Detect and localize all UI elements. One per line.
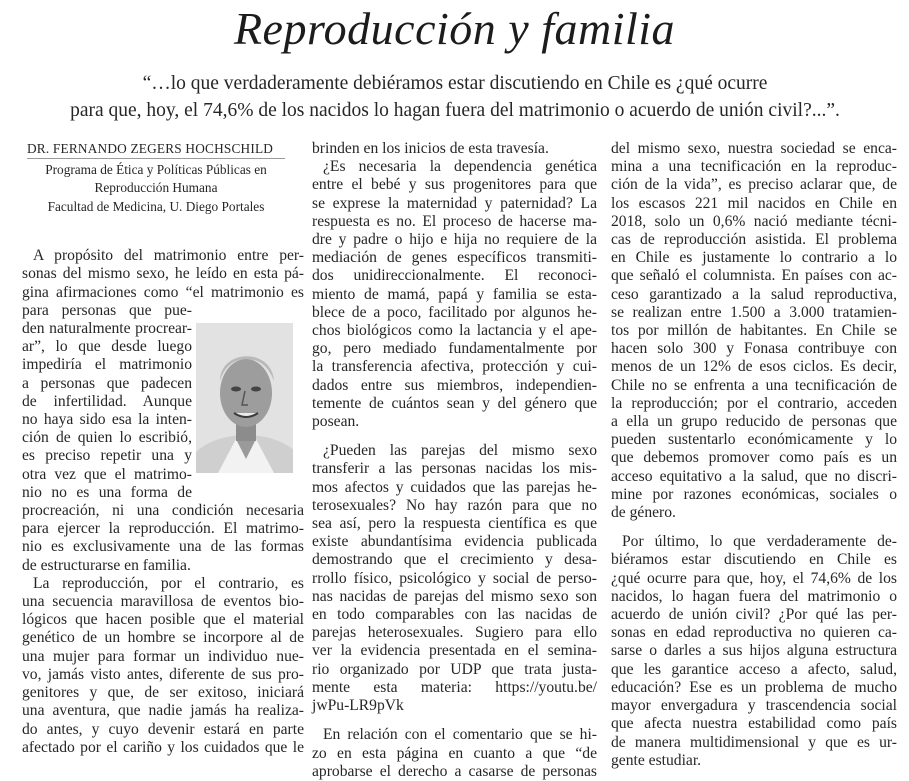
body-line: parejas heterosexuales. Sugiero para ello <box>312 624 597 642</box>
author-affiliation-line: Facultad de Medicina, U. Diego Portales <box>47 198 265 214</box>
body-line: demostrando que el crecimiento y desa- <box>312 551 597 569</box>
body-line: mente esta materia: https://youtu.be/ <box>312 678 597 696</box>
body-line: tos por millón de habitantes. En Chile se <box>611 322 897 340</box>
article-pull-quote <box>22 70 888 124</box>
body-line: es preciso repetir una y <box>22 447 192 465</box>
body-line: que debemos promover como país es un <box>611 449 897 467</box>
body-line: educación? Ese es un problema de mucho <box>611 678 897 696</box>
body-line: 2018, solo un 0,6% nació mediante técni- <box>611 212 897 230</box>
body-line: que les garantice acceso a afecto, salud, <box>611 660 897 678</box>
body-line: que señaló el columnista. En países con ac- <box>611 267 897 285</box>
body-line: en todo comparables con las nacidas de <box>312 606 597 624</box>
author-affiliation-line: Programa de Ética y Políticas Públicas en <box>45 162 267 177</box>
body-line: ción de quien lo escribió, <box>22 429 192 447</box>
body-line: a ella un grupo reducido de personas que <box>611 413 897 431</box>
body-line: blece de a poco, facilitado por algunos he- <box>312 303 597 321</box>
author-portrait-illustration <box>196 323 293 473</box>
body-line: ¿qué ocurre para que, hoy, el 74,6% de los <box>611 569 897 587</box>
body-line: para ejercer la reproducción. El matrimo- <box>22 520 304 538</box>
body-line: nio no es una forma de <box>22 483 192 501</box>
body-line: ¿Es necesaria la dependencia genética <box>323 158 597 176</box>
body-line: Chile no se enfrenta a una tecnificación de <box>611 376 897 394</box>
body-line: hacen solo 300 y Fonasa contribuye con <box>611 340 897 358</box>
body-line: brinden en los inicios de esta travesía. <box>312 140 549 157</box>
body-line: se exprese la maternidad y paternidad? La <box>312 194 597 212</box>
body-line: ción de la vida”, es preciso aclarar que, de <box>611 176 897 194</box>
body-line: nas nacidas de parejas del mismo sexo son <box>312 587 597 605</box>
body-line: nacidos, lo hagan fuera del matrimonio o <box>611 587 897 605</box>
article-column-2 <box>312 140 597 781</box>
body-line: genitores y que, de ser exitoso, iniciará <box>22 684 304 702</box>
author-byline: DR. FERNANDO ZEGERS HOCHSCHILD <box>27 140 285 159</box>
author-affiliation-line: Reproducción Humana <box>94 180 218 196</box>
body-line: dre y padre o hijo e hija no requiere de la <box>312 231 597 249</box>
body-line: miento de mamá, papá y familia se esta- <box>312 285 597 303</box>
body-line: una secuencia maravillosa de eventos bio- <box>22 593 304 611</box>
body-line: zo en esta página en cuanto a que “de <box>312 744 597 762</box>
body-line: lógicos que hacen posible que el material <box>22 611 304 629</box>
body-line: en Chile es justamente lo contrario a lo <box>611 249 897 267</box>
body-line: de manera multidimensional y que es ur- <box>611 733 897 751</box>
body-line: ver la evidencia presentada en el semina- <box>312 642 597 660</box>
body-line: dos unidireccionalmente. El reconoci- <box>312 267 597 285</box>
body-line: A propósito del matrimonio entre per- <box>33 247 304 265</box>
body-line: mayor envergadura y trascendencia social <box>611 697 897 715</box>
body-line: para personas que pue- <box>22 301 192 319</box>
body-line: rrollo físico, psicológico y social de perso- <box>312 569 597 587</box>
body-line: posean. <box>312 413 360 431</box>
body-line: do antes, y cuyo devenir estará en parte <box>22 720 304 738</box>
body-line: sarse o darles a sus hijos alguna estructura <box>611 642 897 660</box>
article-title: Reproducción y familia <box>233 3 676 54</box>
body-line: biéramos estar discutiendo en Chile es <box>611 551 897 569</box>
body-line: nio es exclusivamente una de las formas <box>22 538 304 556</box>
body-line: sea así, pero la respuesta científica es que <box>312 515 597 533</box>
body-line: una mujer para formar un individuo nue- <box>22 647 304 665</box>
body-line: se realizan entre 1.500 a 3.000 tratamien- <box>611 303 897 321</box>
pull-quote-line: para que, hoy, el 74,6% de los nacidos lo hagan fuera del matrimonio o acuerdo de unión civil?...”. <box>70 100 840 121</box>
body-line: mos afectos y cuidados que las parejas he- <box>312 478 597 496</box>
body-line: mina a una tecnificación en la reproduc- <box>611 158 897 176</box>
body-line: entre el bebé y sus progenitores para que <box>312 176 597 194</box>
body-line: Por último, lo que verdaderamente de- <box>622 533 897 551</box>
body-line: no haya sido esa la inten- <box>22 411 192 429</box>
body-line: que afecta nuestra estabilidad como país <box>611 715 897 733</box>
body-line: genético de un hombre se incorpore al de <box>22 629 304 647</box>
body-line: acuerdo de unión civil? ¿Por qué las per- <box>611 606 897 624</box>
body-line: los escasos 221 mil nacidos en Chile en <box>611 194 897 212</box>
body-line: procreación, ni una condición necesaria <box>22 502 304 520</box>
body-line: sonas en edad reproductiva no quieren ca- <box>611 624 897 642</box>
pull-quote-line: “…lo que verdaderamente debiéramos estar discutiendo en Chile es ¿qué ocurre <box>142 73 768 94</box>
body-line: pueden sustentarlo económicamente y lo <box>611 431 897 449</box>
body-line: ar”, lo que desde luego <box>22 338 192 356</box>
body-line: transferir a las personas nacidas los mis- <box>312 460 597 478</box>
body-line: temente de cuántos sean y del género que <box>312 394 597 412</box>
body-line: terosexuales? No hay razón para que no <box>312 496 597 514</box>
body-line: chos biológicos como la lactancia y el ape- <box>312 322 597 340</box>
body-line: existe abundantísima evidencia publicada <box>312 533 597 551</box>
body-line: la reproducción; por el contrario, acceden <box>611 394 897 412</box>
author-photo <box>196 323 293 473</box>
body-line: del mismo sexo, nuestra sociedad se enca- <box>611 140 897 157</box>
body-line: de infertilidad. Aunque <box>22 392 192 410</box>
body-line: menos de un 12% de esos ciclos. Es decir, <box>611 358 897 376</box>
body-line: de estructurarse en familia. <box>22 556 191 574</box>
body-line: cas de reproducción asistida. El problema <box>611 231 897 249</box>
body-line: den naturalmente procrear- <box>22 320 192 338</box>
body-line: vo, jamás visto antes, diferente de sus pro- <box>22 665 304 683</box>
article-column-3 <box>611 140 897 770</box>
body-line: impediría el matrimonio <box>22 356 192 374</box>
body-line: la transferencia afectiva, protección y cui- <box>312 358 597 376</box>
body-line: afectado por el cariño y los cuidados que le <box>22 738 304 756</box>
body-line: go, pero mediado fundamentalmente por <box>312 340 597 358</box>
body-line: otra vez que el matrimo- <box>22 465 192 483</box>
body-line: La reproducción, por el contrario, es <box>33 574 304 592</box>
body-line: acceso equitativo a la salud, que no discri- <box>611 467 897 485</box>
body-line: mine por razones económicas, sociales o <box>611 485 897 503</box>
body-line: sonas del mismo sexo, he leído en esta pá- <box>22 265 304 283</box>
body-line: respuesta es no. El proceso de hacerse ma- <box>312 212 597 230</box>
body-line: aprobarse el derecho a casarse de personas <box>312 762 597 780</box>
body-line: una aventura, que nadie jamás ha realiza- <box>22 702 304 720</box>
body-line: dados entre sus miembros, independien- <box>312 376 597 394</box>
body-line: ceso garantizado a la salud reproductiva, <box>611 285 897 303</box>
body-line: mediación de genes específicos transmiti- <box>312 249 597 267</box>
body-line: jwPu-LR9pVk <box>312 697 404 715</box>
body-line: de género. <box>611 504 676 522</box>
body-line: a personas que padecen <box>22 374 192 392</box>
body-line: En relación con el comentario que se hi- <box>323 726 597 744</box>
body-line: gina afirmaciones como “el matrimonio es <box>22 283 304 301</box>
body-line: ¿Pueden las parejas del mismo sexo <box>323 442 597 460</box>
body-line: gente estudiar. <box>611 751 702 769</box>
body-line: rio organizado por UDP que trata justa- <box>312 660 597 678</box>
